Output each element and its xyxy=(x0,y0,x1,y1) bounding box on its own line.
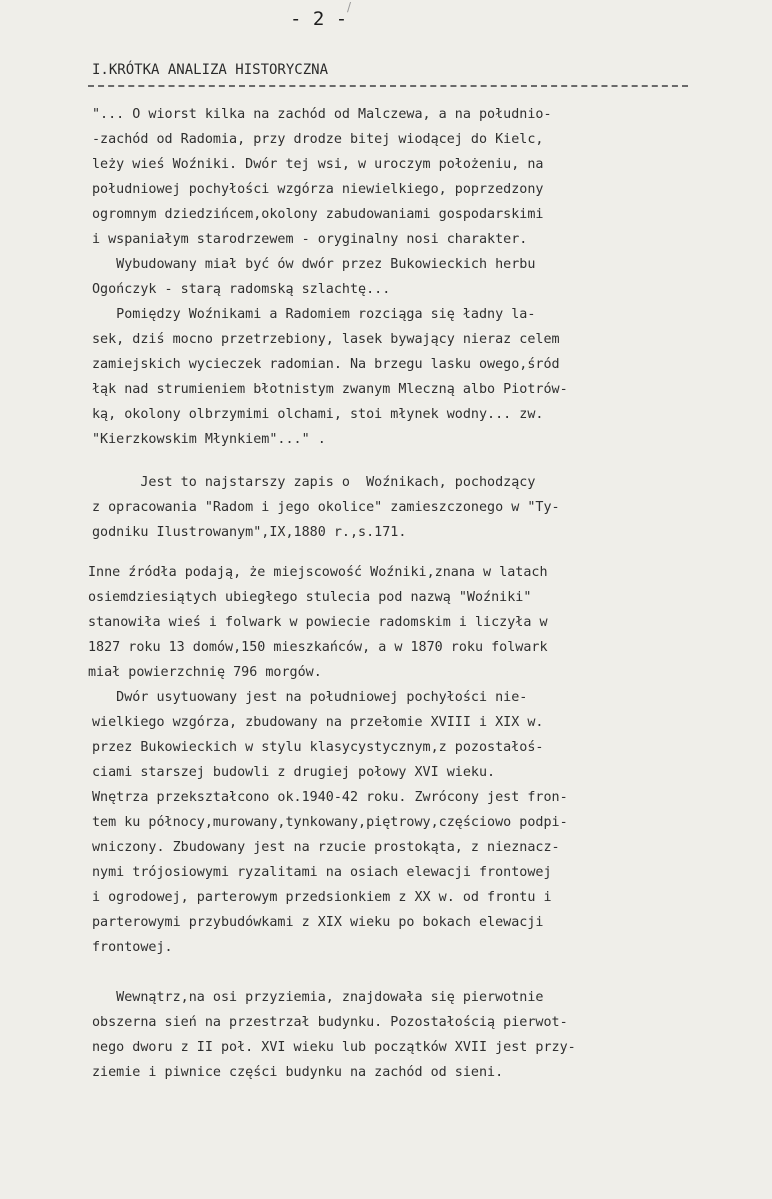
text-line: obszerna sień na przestrzał budynku. Pozostałością pierwot- xyxy=(92,1015,568,1030)
text-line: Jest to najstarszy zapis o Woźnikach, pochodzący xyxy=(92,475,536,490)
text-line: ką, okolony olbrzymimi olchami, stoi młynek wodny... zw. xyxy=(92,407,544,422)
text-line: Wybudowany miał być ów dwór przez Bukowieckich herbu xyxy=(92,257,536,272)
text-line: zamiejskich wycieczek radomian. Na brzegu lasku owego,śród xyxy=(92,357,560,372)
text-line: godniku Ilustrowanym",IX,1880 r.,s.171. xyxy=(92,525,407,540)
text-line: z opracowania "Radom i jego okolice" zamieszczonego w "Ty- xyxy=(92,500,560,515)
page-number: - 2 - xyxy=(290,8,348,30)
text-line: nymi trójosiowymi ryzalitami na osiach elewacji frontowej xyxy=(92,865,552,880)
text-line: południowej pochyłości wzgórza niewielkiego, poprzedzony xyxy=(92,182,544,197)
text-line: Inne źródła podają, że miejscowość Woźniki,znana w latach xyxy=(88,565,548,580)
text-line: Dwór usytuowany jest na południowej pochyłości nie- xyxy=(92,690,528,705)
text-line: Ogończyk - starą radomską szlachtę... xyxy=(92,282,391,297)
text-line: ciami starszej budowli z drugiej połowy XVI wieku. xyxy=(92,765,496,780)
text-line: 1827 roku 13 domów,150 mieszkańców, a w 1870 roku folwark xyxy=(88,640,548,655)
text-line: stanowiła wieś i folwark w powiecie radomskim i liczyła w xyxy=(88,615,548,630)
section-heading: I.KRÓTKA ANALIZA HISTORYCZNA xyxy=(92,62,329,78)
text-line: wniczony. Zbudowany jest na rzucie prostokąta, z nieznacz- xyxy=(92,840,560,855)
text-line: osiemdziesiątych ubiegłego stulecia pod nazwą "Woźniki" xyxy=(88,590,532,605)
text-line: Wewnątrz,na osi przyziemia, znajdowała się pierwotnie xyxy=(92,990,544,1005)
text-line: "... O wiorst kilka na zachód od Malczewa, a na południo- xyxy=(92,107,552,122)
text-line: miał powierzchnię 796 morgów. xyxy=(88,665,322,680)
text-line: ogromnym dziedzińcem,okolony zabudowaniami gospodarskimi xyxy=(92,207,544,222)
heading-underline xyxy=(88,85,688,87)
text-line: frontowej. xyxy=(92,940,173,955)
text-line: Pomiędzy Woźnikami a Radomiem rozciąga się ładny la- xyxy=(92,307,536,322)
text-line: tem ku północy,murowany,tynkowany,piętrowy,częściowo podpi- xyxy=(92,815,568,830)
text-line: leży wieś Woźniki. Dwór tej wsi, w uroczym położeniu, na xyxy=(92,157,544,172)
text-line: i ogrodowej, parterowym przedsionkiem z XX w. od frontu i xyxy=(92,890,552,905)
text-line: parterowymi przybudówkami z XIX wieku po bokach elewacji xyxy=(92,915,544,930)
text-line: sek, dziś mocno przetrzebiony, lasek bywający nieraz celem xyxy=(92,332,560,347)
text-line: -zachód od Radomia, przy drodze bitej wiodącej do Kielc, xyxy=(92,132,544,147)
text-line: ziemie i piwnice części budynku na zachód od sieni. xyxy=(92,1065,504,1080)
margin-tick: / xyxy=(347,0,352,14)
text-line: "Kierzkowskim Młynkiem"..." . xyxy=(92,432,326,447)
text-line: nego dworu z II poł. XVI wieku lub początków XVII jest przy- xyxy=(92,1040,576,1055)
text-line: przez Bukowieckich w stylu klasycystycznym,z pozostałoś- xyxy=(92,740,544,755)
text-line: wielkiego wzgórza, zbudowany na przełomie XVIII i XIX w. xyxy=(92,715,544,730)
text-line: Wnętrza przekształcono ok.1940-42 roku. Zwrócony jest fron- xyxy=(92,790,568,805)
text-line: łąk nad strumieniem błotnistym zwanym Mleczną albo Piotrów- xyxy=(92,382,568,397)
text-line: i wspaniałym starodrzewem - oryginalny nosi charakter. xyxy=(92,232,528,247)
